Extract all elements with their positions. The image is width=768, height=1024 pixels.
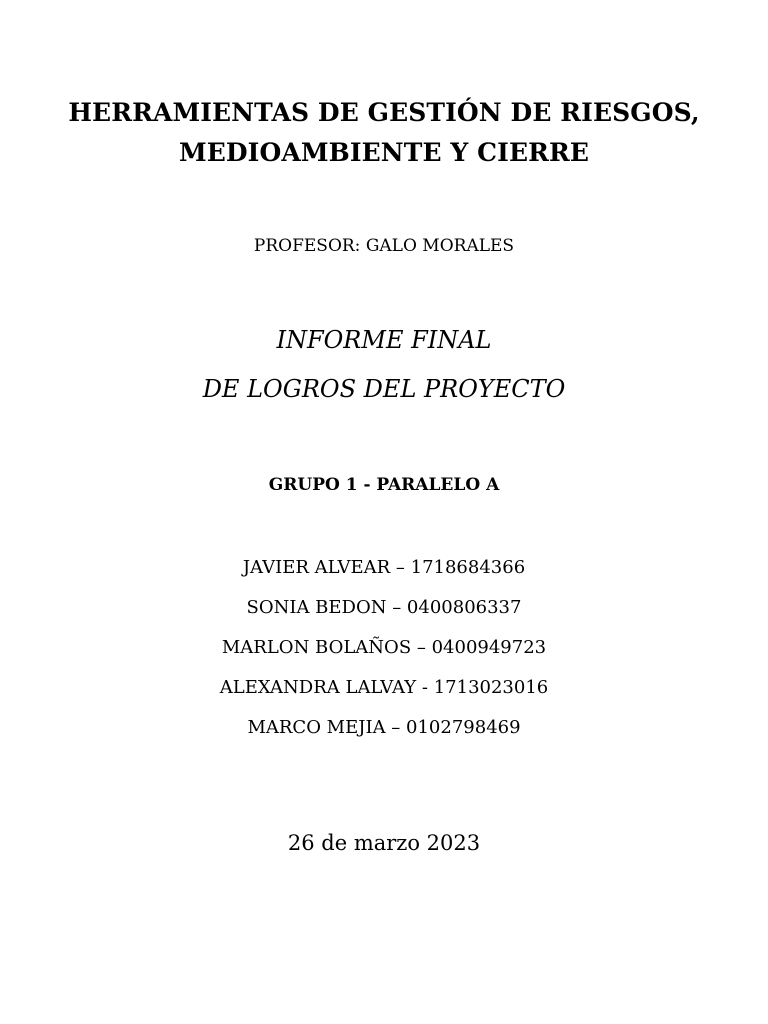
member-item: MARLON BOLAÑOS – 0400949723 (221, 637, 547, 658)
member-item: JAVIER ALVEAR – 1718684366 (242, 557, 526, 578)
report-title-line-1: INFORME FINAL (276, 326, 492, 354)
professor-name: PROFESOR: GALO MORALES (253, 236, 515, 256)
member-item: MARCO MEJIA – 0102798469 (247, 717, 521, 738)
member-list (0, 548, 768, 748)
document-title-line-1: HERRAMIENTAS DE GESTIÓN DE RIESGOS, (68, 98, 700, 127)
document-date: 26 de marzo 2023 (287, 831, 481, 855)
member-item: ALEXANDRA LALVAY - 1713023016 (219, 677, 549, 698)
document-title-line-2: MEDIOAMBIENTE Y CIERRE (178, 138, 590, 167)
group-label: GRUPO 1 - PARALELO A (268, 475, 500, 495)
report-title-line-2: DE LOGROS DEL PROYECTO (202, 375, 566, 403)
member-item: SONIA BEDON – 0400806337 (246, 597, 522, 618)
